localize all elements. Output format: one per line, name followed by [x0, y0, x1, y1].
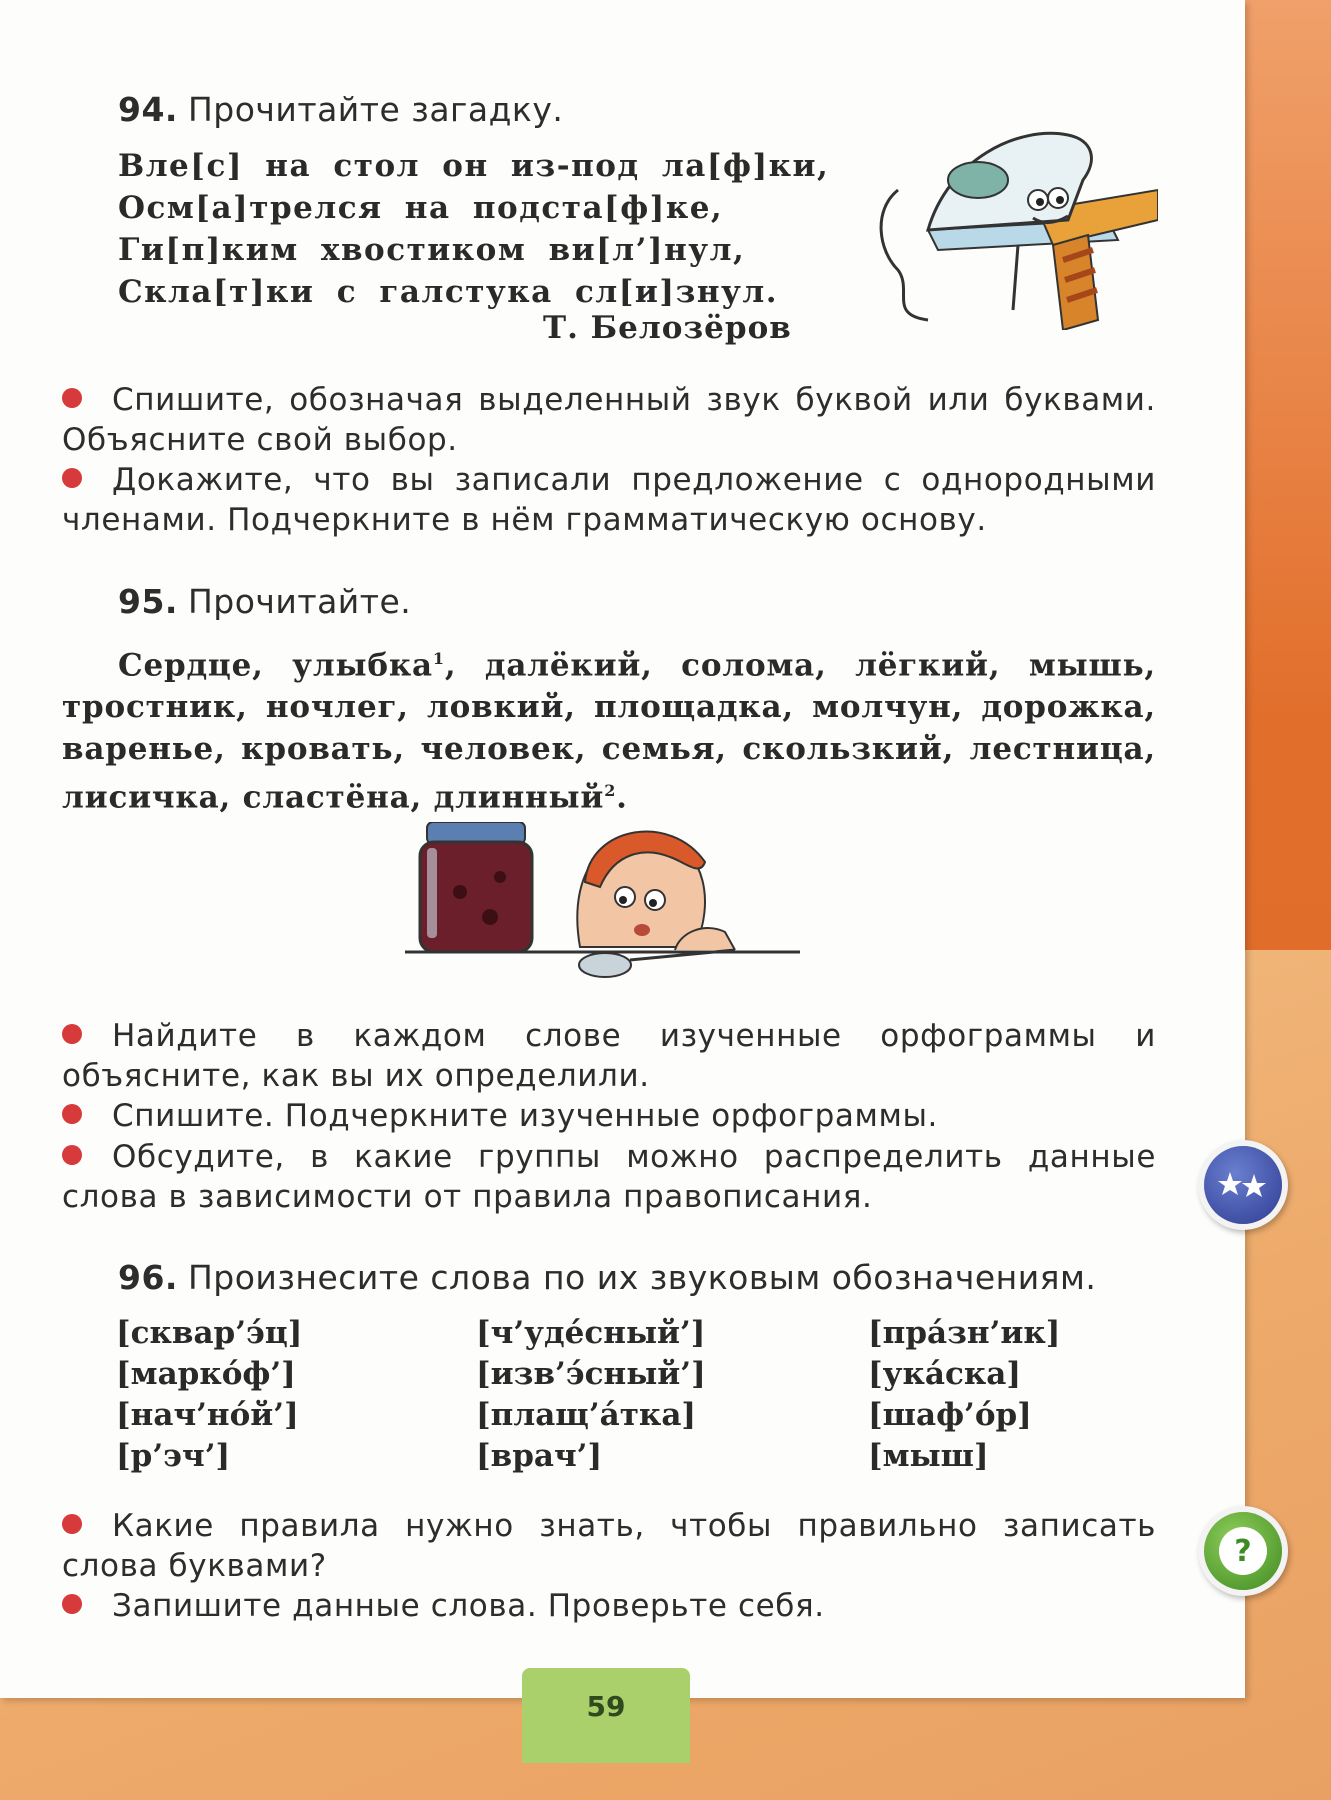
task-text: Докажите, что вы записали предложение с однородными членами. Подчеркните в нём грамматическую основу. — [62, 462, 1156, 538]
two-stars-icon — [1204, 1146, 1282, 1224]
footnote-mark: 2 — [604, 781, 617, 801]
bullet-icon — [62, 1514, 82, 1534]
transcription: [ч’удéсный’] — [476, 1315, 706, 1351]
riddle-poem — [118, 145, 829, 313]
task-item — [62, 1506, 1156, 1586]
task-item — [62, 1096, 1156, 1136]
transcription: [плащ’áтка] — [476, 1397, 697, 1433]
task-text: Найдите в каждом слове изученные орфограммы и объясните, как вы их определили. — [62, 1018, 1156, 1094]
footnote-mark: 1 — [432, 649, 445, 668]
transcription: [врач’] — [476, 1438, 603, 1474]
page-number-tab — [522, 1668, 690, 1763]
exercise-instruction: Прочитайте. — [187, 582, 412, 621]
iron-illustration — [868, 120, 1158, 330]
task-item — [62, 380, 1156, 460]
exercise-94-heading — [118, 90, 563, 129]
transcription: [изв’э́сный’] — [476, 1356, 706, 1392]
bullet-icon — [62, 388, 82, 408]
exercise-instruction: Произнесите слова по их звуковым обозначениям. — [187, 1258, 1097, 1297]
transcription-column-3 — [868, 1313, 1060, 1477]
transcription-column-2 — [476, 1313, 706, 1477]
exercise-number: 96. — [118, 1258, 178, 1297]
transcription: [мыш] — [868, 1438, 989, 1474]
task-item — [62, 1016, 1156, 1096]
transcription: [укáска] — [868, 1356, 1022, 1392]
transcription: [нач’нóй’] — [116, 1397, 299, 1433]
task-text: Спишите, обозначая выделенный звук буквой или буквами. Объясните свой выбор. — [62, 382, 1156, 458]
transcription-column-1 — [116, 1313, 302, 1477]
poem-line: Скла[т]ки с галстука сл[и]знул. — [118, 274, 779, 310]
exercise-96-heading — [118, 1258, 1096, 1297]
jam-jar-boy-illustration — [405, 822, 805, 987]
transcription: [прáзн’ик] — [868, 1315, 1061, 1351]
bullet-icon — [62, 1104, 82, 1124]
task-text: Обсудите, в какие группы можно распределить данные слова в зависимости от правила правописания. — [62, 1139, 1156, 1215]
exercise-instruction: Прочитайте загадку. — [187, 90, 564, 129]
task-text: Запишите данные слова. Проверьте себя. — [112, 1588, 825, 1624]
task-item — [62, 1586, 1156, 1626]
exercise-number: 95. — [118, 582, 178, 621]
svg-text:?: ? — [1234, 1534, 1252, 1569]
task-text: Какие правила нужно знать, чтобы правильно записать слова буквами? — [62, 1508, 1156, 1584]
task-item — [62, 460, 1156, 540]
poem-line: Вле[с] на стол он из-под ла[ф]ки, — [118, 148, 830, 184]
poem-line: Ги[п]ким хвостиком ви[л’]нул, — [118, 232, 746, 268]
word-list — [62, 638, 1156, 819]
words-part: , далёкий, солома, лёгкий, мышь, тростник, ночлег, ловкий, площадка, молчун, дорожка, варенье, кровать, человек, семья, скользкий, лестница, лисичка, сластёна, длинный — [62, 647, 1156, 816]
exercise-95-heading — [118, 582, 411, 621]
exercise-number: 94. — [118, 90, 178, 129]
bullet-icon — [62, 1024, 82, 1044]
poem-author: Т. Белозёров — [543, 310, 792, 346]
transcription: [р’эч’] — [116, 1438, 231, 1474]
bullet-icon — [62, 1594, 82, 1614]
page-number: 59 — [586, 1690, 626, 1723]
transcription: [маркóф’] — [116, 1356, 296, 1392]
words-part: Сердце, улыбка — [118, 647, 433, 684]
question-icon — [1204, 1512, 1282, 1590]
words-part: . — [616, 779, 628, 816]
bullet-icon — [62, 1145, 82, 1165]
task-item — [62, 1137, 1156, 1217]
poem-line: Осм[а]трелся на подста[ф]ке, — [118, 190, 724, 226]
question-badge — [1204, 1512, 1282, 1590]
task-text: Спишите. Подчеркните изученные орфограммы. — [112, 1098, 938, 1134]
two-stars-badge — [1204, 1146, 1282, 1224]
transcription: [сквар’э́ц] — [116, 1315, 303, 1351]
transcription: [шаф’óр] — [868, 1397, 1032, 1433]
bullet-icon — [62, 468, 82, 488]
